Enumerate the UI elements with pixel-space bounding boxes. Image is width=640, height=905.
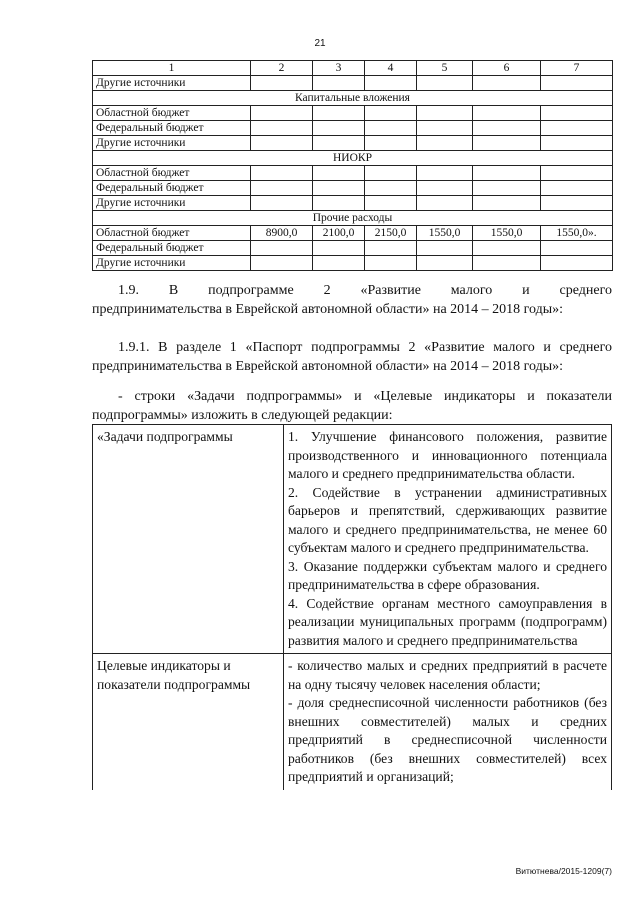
value-cell	[541, 196, 613, 211]
value-cell	[365, 76, 417, 91]
table-row	[93, 106, 613, 121]
row-label: Другие источники	[93, 76, 251, 91]
value-cell	[251, 196, 313, 211]
value-cell	[473, 106, 541, 121]
table-row	[93, 256, 613, 271]
value-cell	[313, 241, 365, 256]
column-number-cell: 2	[251, 61, 313, 76]
indicator-item-1: - количество малых и средних предприятий в расчете на одну тысячу человек населения области;	[288, 658, 607, 692]
value-cell	[365, 121, 417, 136]
value-cell	[473, 76, 541, 91]
value-cell	[313, 121, 365, 136]
section-header-row	[93, 91, 613, 106]
value-cell	[313, 106, 365, 121]
table-row	[93, 166, 613, 181]
row-label: Другие источники	[93, 136, 251, 151]
row-label: Областной бюджет	[93, 226, 251, 241]
value-cell	[417, 166, 473, 181]
indicators-row	[93, 654, 612, 790]
tasks-row	[93, 425, 612, 654]
table-header-row	[93, 61, 613, 76]
value-cell	[251, 106, 313, 121]
value-cell: 1550,0	[417, 226, 473, 241]
section-title: Прочие расходы	[93, 211, 613, 226]
row-label: Федеральный бюджет	[93, 241, 251, 256]
value-cell	[365, 106, 417, 121]
value-cell	[473, 256, 541, 271]
task-item-2: 2. Содействие в устранении административных барьеров и препятствий, сдерживающих развитие малого и среднего предпринимательства, не менее 60 субъектам малого и среднего предпринимательства.	[288, 484, 607, 555]
value-cell	[473, 136, 541, 151]
table-row	[93, 241, 613, 256]
paragraph-1-9-1: 1.9.1. В разделе 1 «Паспорт подпрограммы 2 «Развитие малого и среднего предпринимательства в Еврейской автономной области» на 2014 – 2018 годы»:	[92, 340, 612, 374]
value-cell	[251, 121, 313, 136]
value-cell	[473, 121, 541, 136]
indicators-label: Целевые индикаторы и показатели подпрограммы	[93, 654, 284, 790]
value-cell	[541, 256, 613, 271]
value-cell	[251, 166, 313, 181]
section-title: НИОКР	[93, 151, 613, 166]
row-label: Областной бюджет	[93, 106, 251, 121]
task-item-1: 1. Улучшение финансового положения, развитие производственного и инновационного потенциала малого и среднего предпринимательства области.	[288, 429, 607, 481]
value-cell: 2100,0	[313, 226, 365, 241]
value-cell	[365, 196, 417, 211]
value-cell	[417, 121, 473, 136]
value-cell	[313, 166, 365, 181]
value-cell	[365, 136, 417, 151]
value-cell	[417, 136, 473, 151]
column-number-cell: 6	[473, 61, 541, 76]
task-item-4: 4. Содействие органам местного самоуправления в реализации муниципальных программ (подпрограмм) развития малого и среднего предпринимательства	[288, 595, 607, 648]
page-number: 21	[314, 38, 326, 49]
section-title: Капитальные вложения	[93, 91, 613, 106]
value-cell	[313, 196, 365, 211]
value-cell	[473, 181, 541, 196]
value-cell	[251, 181, 313, 196]
row-label: Областной бюджет	[93, 166, 251, 181]
indicators-content	[284, 654, 612, 790]
value-cell	[473, 241, 541, 256]
document-code: Витютнева/2015-1209(7)	[515, 866, 612, 876]
value-cell	[313, 76, 365, 91]
row-label: Другие источники	[93, 196, 251, 211]
value-cell	[473, 196, 541, 211]
value-cell	[541, 106, 613, 121]
column-number-cell: 7	[541, 61, 613, 76]
table-row	[93, 196, 613, 211]
value-cell	[417, 256, 473, 271]
value-cell: 1550,0	[473, 226, 541, 241]
row-label: Другие источники	[93, 256, 251, 271]
value-cell	[541, 121, 613, 136]
column-number-cell: 3	[313, 61, 365, 76]
value-cell	[541, 166, 613, 181]
value-cell	[365, 256, 417, 271]
table-row	[93, 121, 613, 136]
tasks-content	[284, 425, 612, 654]
value-cell	[365, 181, 417, 196]
value-cell	[541, 136, 613, 151]
value-cell	[313, 136, 365, 151]
indicator-item-2: - доля среднесписочной численности работников (без внешних совместителей) малых и средних предприятий в среднесписочной численности работников (без внешних совместителей) всех предприятий и организаций;	[288, 695, 607, 784]
value-cell	[313, 181, 365, 196]
value-cell	[473, 166, 541, 181]
row-label: Федеральный бюджет	[93, 181, 251, 196]
column-number-cell: 5	[417, 61, 473, 76]
table-row	[93, 181, 613, 196]
tasks-label: «Задачи подпрограммы	[93, 425, 284, 654]
value-cell	[541, 241, 613, 256]
value-cell	[417, 181, 473, 196]
value-cell	[541, 181, 613, 196]
section-header-row	[93, 211, 613, 226]
value-cell	[417, 106, 473, 121]
value-cell: 8900,0	[251, 226, 313, 241]
column-number-cell: 4	[365, 61, 417, 76]
task-item-3: 3. Оказание поддержки субъектам малого и среднего предпринимательства в сфере образования.	[288, 558, 607, 592]
value-cell: 2150,0	[365, 226, 417, 241]
value-cell	[417, 76, 473, 91]
paragraph-1-9: 1.9. В подпрограмме 2 «Развитие малого и среднего предпринимательства в Еврейской автономной области» на 2014 – 2018 годы»:	[92, 283, 612, 317]
value-cell	[251, 256, 313, 271]
value-cell	[365, 241, 417, 256]
value-cell	[251, 241, 313, 256]
value-cell	[541, 76, 613, 91]
paragraph-instruction: - строки «Задачи подпрограммы» и «Целевые индикаторы и показатели подпрограммы» изложить в следующей редакции:	[92, 389, 612, 423]
column-number-cell: 1	[93, 61, 251, 76]
table-row	[93, 136, 613, 151]
value-cell: 1550,0».	[541, 226, 613, 241]
section-header-row	[93, 151, 613, 166]
table-row	[93, 226, 613, 241]
value-cell	[313, 256, 365, 271]
row-label: Федеральный бюджет	[93, 121, 251, 136]
value-cell	[417, 241, 473, 256]
value-cell	[417, 196, 473, 211]
value-cell	[251, 136, 313, 151]
value-cell	[251, 76, 313, 91]
financing-table	[92, 60, 613, 271]
table-row	[93, 76, 613, 91]
passport-table	[92, 424, 612, 790]
value-cell	[365, 166, 417, 181]
